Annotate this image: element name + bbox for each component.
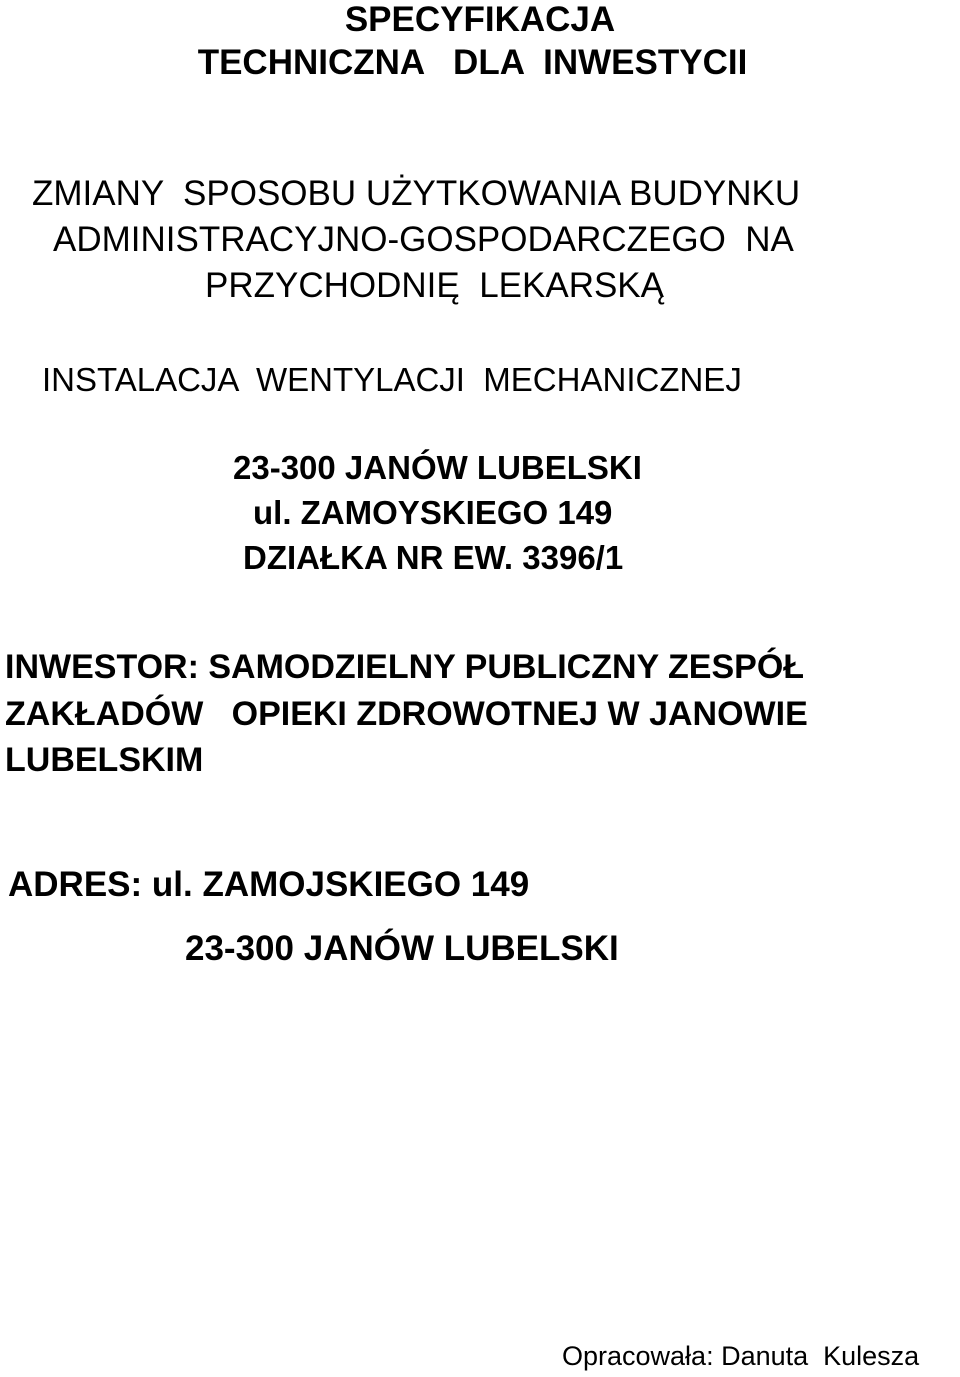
address-line-2: 23-300 JANÓW LUBELSKI [185,929,619,968]
subject-line-2: ADMINISTRACYJNO-GOSPODARCZEGO NA [53,220,794,259]
installation-title: INSTALACJA WENTYLACJI MECHANICZNEJ [42,361,742,398]
location-line-1: 23-300 JANÓW LUBELSKI [233,449,642,486]
location-line-3: DZIAŁKA NR EW. 3396/1 [243,539,624,576]
subject-line-1: ZMIANY SPOSOBU UŻYTKOWANIA BUDYNKU [32,174,801,213]
title-line-2: TECHNICZNA DLA INWESTYCII [197,43,748,82]
author-credit: Opracowała: Danuta Kulesza [562,1341,920,1371]
address-line-1: ADRES: ul. ZAMOJSKIEGO 149 [8,865,530,904]
investor-line-3: LUBELSKIM [5,741,204,779]
investor-line-2: ZAKŁADÓW OPIEKI ZDROWOTNEJ W JANOWIE [5,695,808,733]
title-line-1: SPECYFIKACJA [344,0,616,39]
investor-line-1: INWESTOR: SAMODZIELNY PUBLICZNY ZESPÓŁ [5,648,805,686]
subject-line-3: PRZYCHODNIĘ LEKARSKĄ [205,266,664,305]
location-line-2: ul. ZAMOYSKIEGO 149 [253,494,613,531]
